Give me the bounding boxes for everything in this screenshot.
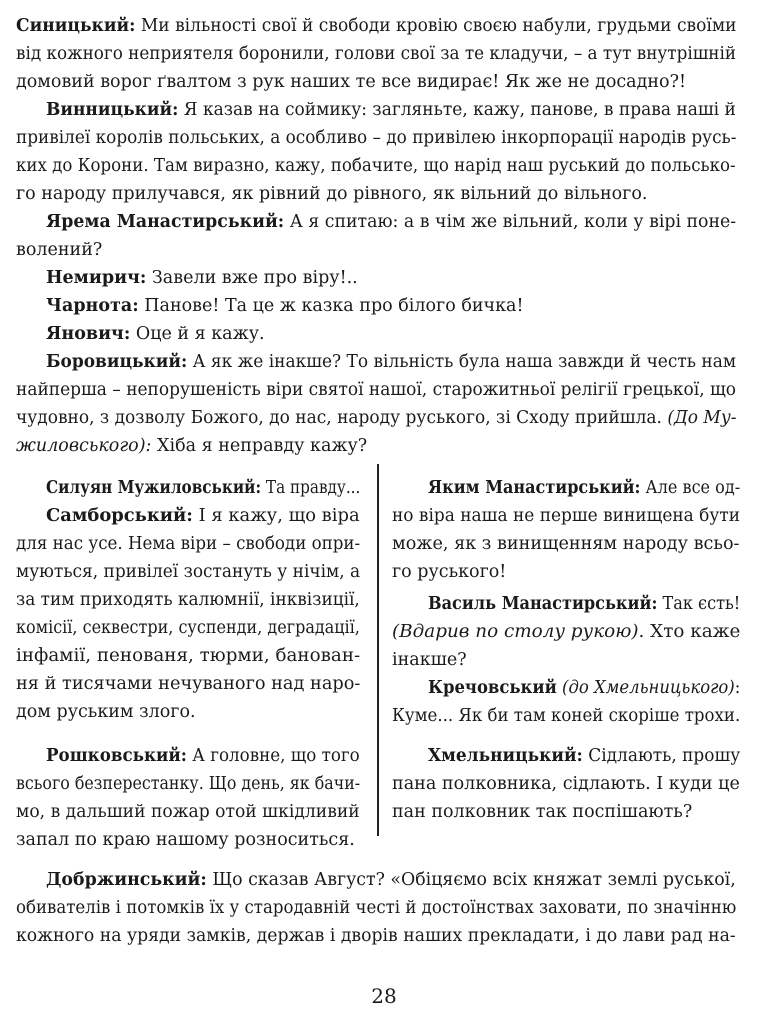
line-text: Панове! Та це ж казка про білого бичка! [138,296,524,316]
line-text: Сідлають, прошу [582,746,741,766]
line-text: мо, в дальший пожар отой шкідливий [16,802,360,822]
line-text: волений? [16,240,103,260]
line-text: інакше? [392,650,467,670]
line-text: для нас усе. Нема віри – свободи опри- [16,534,361,554]
text-line [16,180,647,208]
line-text: Так єсть! [657,594,741,614]
text-line [16,614,360,642]
line-text: Я казав на соймику: загляньте, кажу, панове, в права наші й [178,100,736,120]
line-text: чудовно, з дозволу Божого, до нас, народу руського, зі Сходу прийшла. [16,408,668,428]
text-line [46,866,736,894]
speaker-name: Синицький: [16,16,136,36]
text-line [428,590,740,618]
text-line [392,502,740,530]
text-line [46,474,360,502]
text-line [16,152,736,180]
speaker-name: Винницький: [46,100,179,120]
line-text: І я кажу, що віра [192,506,360,526]
stage-direction: (До Му- [667,408,737,428]
line-text: привілеї королів польських, а особливо – до привілею інкорпорації народів русь- [16,128,737,148]
speaker-name: Яким Манастирський: [428,478,641,498]
text-line [46,348,736,376]
text-line [16,826,355,854]
text-line [16,404,736,432]
line-text: Хіба я неправду кажу? [151,436,368,456]
text-line [16,530,360,558]
speaker-name: Чарнота: [46,296,139,316]
text-line [46,502,360,530]
line-text: Що сказав Август? «Обіцяємо всіх княжат землі руської, [206,870,736,890]
text-line [46,742,360,770]
text-line [16,586,360,614]
text-line [46,264,358,292]
text-line [392,530,739,558]
line-text: домовий ворог ґвалтом з рук наших те все видирає! Як же не досадно?! [16,72,687,92]
text-line [428,742,740,770]
column-divider [377,464,379,836]
text-line [392,798,692,826]
text-line [46,208,736,236]
line-text: Оце й я кажу. [130,324,265,344]
line-text: за тим приходять калюмнії, інквізиції, [16,590,360,610]
text-line [16,770,360,798]
text-line [16,670,360,698]
speaker-name: Василь Манастирський: [428,594,658,614]
line-text: ня й тисячами нечуваного над наро- [16,674,361,694]
line-text: Та правду... [261,478,361,498]
line-text: найперша – непорушеність віри святої нашої, старожитньої релігії грецької, що [16,380,737,400]
speaker-name: Добржинський: [46,870,207,890]
text-line [16,432,367,460]
text-line [16,558,360,586]
text-line [392,770,740,798]
line-text: Завели вже про віру!.. [146,268,358,288]
speaker-name: Самборський: [46,506,193,526]
speaker-name: Кречовський [428,678,557,698]
text-line [392,558,506,586]
line-text: може, як з винищенням народу всьо- [392,534,740,554]
text-line [16,642,360,670]
text-line [46,96,736,124]
speaker-name: Хмельницький: [428,746,583,766]
line-text: обивателів і потомків їх у стародавній честі й достоїнствах заховати, по значінню [16,898,737,918]
text-line [16,894,736,922]
line-text: Куме... Як би там коней скоріше трохи. [392,706,741,726]
line-text: но віра наша не перше винищена бути [392,506,741,526]
line-text: всього безперестанку. Що день, як бачи- [16,774,361,794]
line-text: Але все од- [640,478,741,498]
line-text: ких до Корони. Там виразно, кажу, побачите, що нарід наш руський до польсько- [16,156,736,176]
text-line [16,124,736,152]
stage-direction: (Вдарив по столу рукою) [392,622,639,642]
line-text: дом руським злого. [16,702,196,722]
line-text: А я спитаю: а в чім же вільний, коли у вірі поне- [284,212,737,232]
text-line [428,474,740,502]
text-line [428,674,740,702]
line-text: від кожного неприятеля боронили, голови свої за те кладучи, – а тут внутрішній [16,44,737,64]
line-text: запал по краю нашому розноситься. [16,830,355,850]
speaker-name: Немирич: [46,268,147,288]
line-text: муються, привілеї зостануть у нічім, а [16,562,361,582]
line-text: . Хто каже [638,622,741,642]
text-line [392,702,740,730]
line-text: го народу прилучався, як рівний до рівного, як вільний до вільного. [16,184,648,204]
line-text: А головне, що того [186,746,360,766]
line-text: пан полковник так поспішають? [392,802,693,822]
text-line [46,320,265,348]
speaker-name: Боровицький: [46,352,188,372]
text-line [392,618,740,646]
line-text: кожного на уряди замків, держав і дворів наших прекладати, і до лави рад на- [16,926,736,946]
speaker-name: Янович: [46,324,131,344]
text-line [16,798,360,826]
line-text: А як же інакше? То вільність була наша завжди й честь нам [187,352,737,372]
text-line [16,698,196,726]
text-line [16,236,102,264]
line-text: Ми вільності свої й свободи кровію своєю набули, грудьми своїми [135,16,737,36]
stage-direction: жиловського): [16,436,152,456]
line-text: : [734,678,741,698]
line-text: комісії, секвестри, суспенди, деградації, [16,618,360,638]
page-number: 28 [371,984,397,1008]
text-line [16,12,736,40]
line-text: інфамії, пенованя, тюрми, банован- [16,646,361,666]
speaker-name: Силуян Мужиловський: [46,478,262,498]
text-line [16,922,736,950]
line-text: пана полковника, сідлають. І куди це [392,774,740,794]
speaker-name: Рошковський: [46,746,187,766]
line-text: го руського! [392,562,507,582]
text-line [392,646,467,674]
stage-direction: (до Хмельницького) [562,678,735,698]
text-line [16,40,736,68]
speaker-name: Ярема Манастирський: [46,212,285,232]
text-line [16,68,686,96]
text-line [16,376,736,404]
text-line [46,292,524,320]
